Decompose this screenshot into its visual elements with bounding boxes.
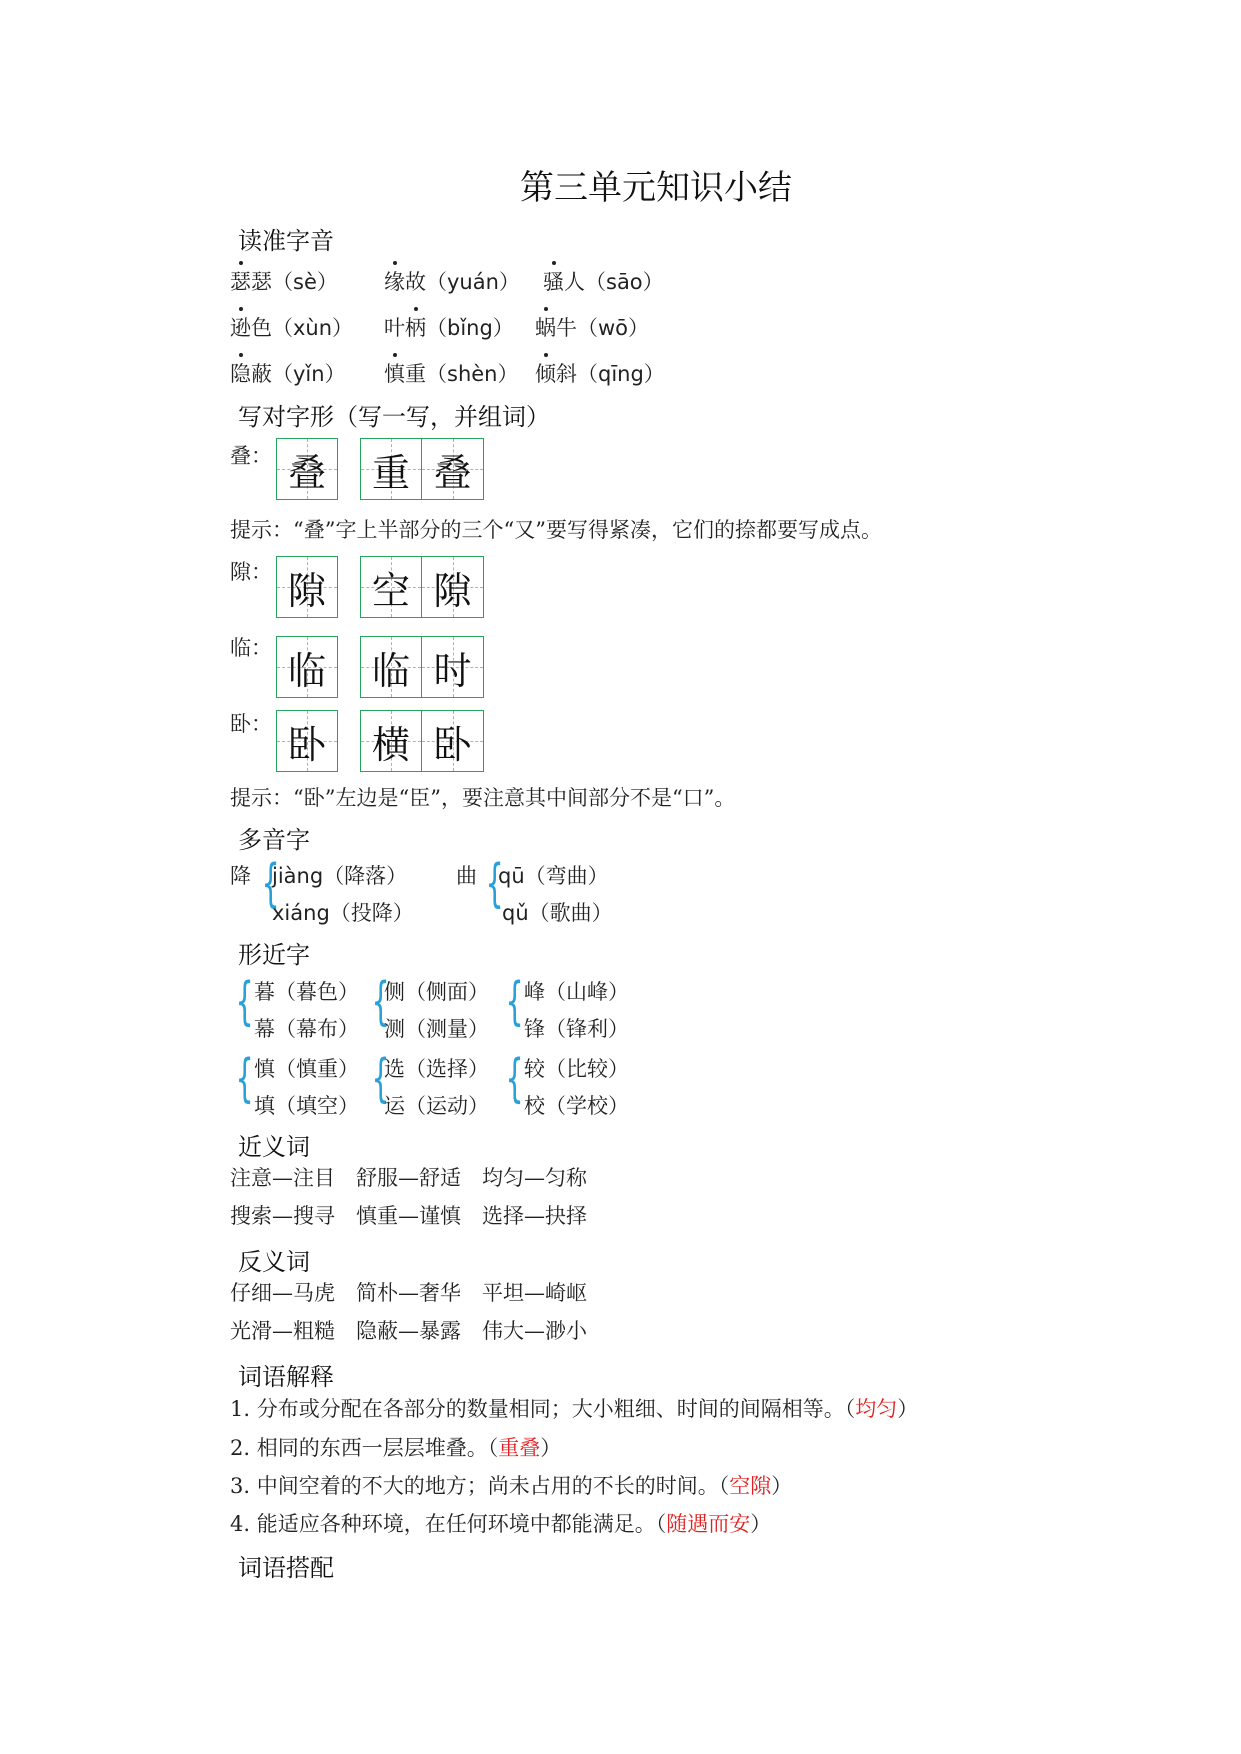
pron-item: 慎重（shèn） xyxy=(384,358,518,388)
brace-icon: { xyxy=(235,1049,254,1109)
section-heading-collocation: 词语搭配 xyxy=(238,1554,334,1582)
pron-item: 蜗牛（wō） xyxy=(535,312,649,342)
writing-cell: 重 xyxy=(360,438,422,500)
section-heading-antonyms: 反义词 xyxy=(238,1248,310,1276)
synonym-line: 注意—注目 舒服—舒适 均匀—匀称 xyxy=(230,1166,587,1190)
writing-grid-row xyxy=(276,438,506,500)
writing-label: 卧： xyxy=(230,712,272,736)
writing-cell: 临 xyxy=(360,636,422,698)
writing-cell: 空 xyxy=(360,556,422,618)
writing-label: 临： xyxy=(230,636,272,660)
answer-text: 均匀 xyxy=(855,1397,898,1421)
page-title: 第三单元知识小结 xyxy=(520,168,792,208)
polyphone-reading: xiáng（投降） xyxy=(272,901,414,925)
brace-icon: { xyxy=(485,854,504,914)
similar-char: 暮（暮色） xyxy=(254,980,359,1004)
brace-icon: { xyxy=(371,972,390,1032)
writing-grid-row xyxy=(276,710,506,772)
brace-icon: { xyxy=(261,854,280,914)
brace-icon: { xyxy=(371,1049,390,1109)
pron-item: 瑟瑟（sè） xyxy=(230,266,338,296)
similar-char: 侧（侧面） xyxy=(384,980,489,1004)
section-heading-poly: 多音字 xyxy=(238,826,310,854)
similar-char: 幕（幕布） xyxy=(254,1017,359,1041)
synonym-line: 搜索—搜寻 慎重—谨慎 选择—抉择 xyxy=(230,1204,587,1228)
answer-text: 重叠 xyxy=(498,1436,541,1460)
writing-cell: 卧 xyxy=(422,710,484,772)
pron-item: 隐蔽（yǐn） xyxy=(230,358,346,388)
brace-icon: { xyxy=(505,1049,524,1109)
similar-char: 慎（慎重） xyxy=(254,1057,359,1081)
writing-cell: 隙 xyxy=(422,556,484,618)
answer-text: 空隙 xyxy=(729,1474,772,1498)
pron-item: 缘故（yuán） xyxy=(384,266,520,296)
section-heading-write: 写对字形（写一写，并组词） xyxy=(238,403,550,431)
section-heading-similar: 形近字 xyxy=(238,941,310,969)
antonym-line: 仔细—马虎 简朴—奢华 平坦—崎岖 xyxy=(230,1281,587,1305)
explanation-item: 1. 分布或分配在各部分的数量相同；大小粗细、时间的间隔相等。（均匀） xyxy=(230,1397,919,1421)
answer-text: 随遇而安 xyxy=(666,1512,751,1536)
polyphone-reading: qū（弯曲） xyxy=(498,864,609,888)
similar-char: 锋（锋利） xyxy=(524,1017,629,1041)
writing-label: 叠： xyxy=(230,444,272,468)
tip-text: 提示：“叠”字上半部分的三个“又”要写得紧凑，它们的捺都要写成点。 xyxy=(230,518,882,542)
polyphone-char: 曲 xyxy=(456,864,477,888)
brace-icon: { xyxy=(235,972,254,1032)
explanation-item: 3. 中间空着的不大的地方；尚未占用的不长的时间。（空隙） xyxy=(230,1474,793,1498)
section-heading-synonyms: 近义词 xyxy=(238,1133,310,1161)
writing-cell: 叠 xyxy=(422,438,484,500)
section-heading-explain: 词语解释 xyxy=(238,1363,334,1391)
similar-char: 运（运动） xyxy=(384,1094,489,1118)
tip-text: 提示：“卧”左边是“臣”，要注意其中间部分不是“口”。 xyxy=(230,786,736,810)
similar-char: 填（填空） xyxy=(254,1094,359,1118)
similar-char: 选（选择） xyxy=(384,1057,489,1081)
polyphone-reading: jiàng（降落） xyxy=(272,864,408,888)
writing-grid-row xyxy=(276,556,506,618)
polyphone-reading: qǔ（歌曲） xyxy=(502,901,613,925)
similar-char: 较（比较） xyxy=(524,1057,629,1081)
similar-char: 校（学校） xyxy=(524,1094,629,1118)
writing-cell: 时 xyxy=(422,636,484,698)
similar-char: 测（测量） xyxy=(384,1017,489,1041)
antonym-line: 光滑—粗糙 隐蔽—暴露 伟大—渺小 xyxy=(230,1319,587,1343)
polyphone-char: 降 xyxy=(230,864,251,888)
pron-item: 逊色（xùn） xyxy=(230,312,353,342)
writing-cell: 横 xyxy=(360,710,422,772)
pron-item: 叶柄（bǐng） xyxy=(384,312,514,342)
similar-char: 峰（山峰） xyxy=(524,980,629,1004)
writing-cell: 叠 xyxy=(276,438,338,500)
writing-grid-row xyxy=(276,636,506,698)
writing-label: 隙： xyxy=(230,560,272,584)
writing-cell: 卧 xyxy=(276,710,338,772)
section-heading-read: 读准字音 xyxy=(238,227,334,255)
writing-cell: 临 xyxy=(276,636,338,698)
explanation-item: 4. 能适应各种环境，在任何环境中都能满足。（随遇而安） xyxy=(230,1512,772,1536)
pron-item: 骚人（sāo） xyxy=(543,266,664,296)
writing-cell: 隙 xyxy=(276,556,338,618)
pron-item: 倾斜（qīng） xyxy=(535,358,665,388)
explanation-item: 2. 相同的东西一层层堆叠。（重叠） xyxy=(230,1436,562,1460)
brace-icon: { xyxy=(505,972,524,1032)
